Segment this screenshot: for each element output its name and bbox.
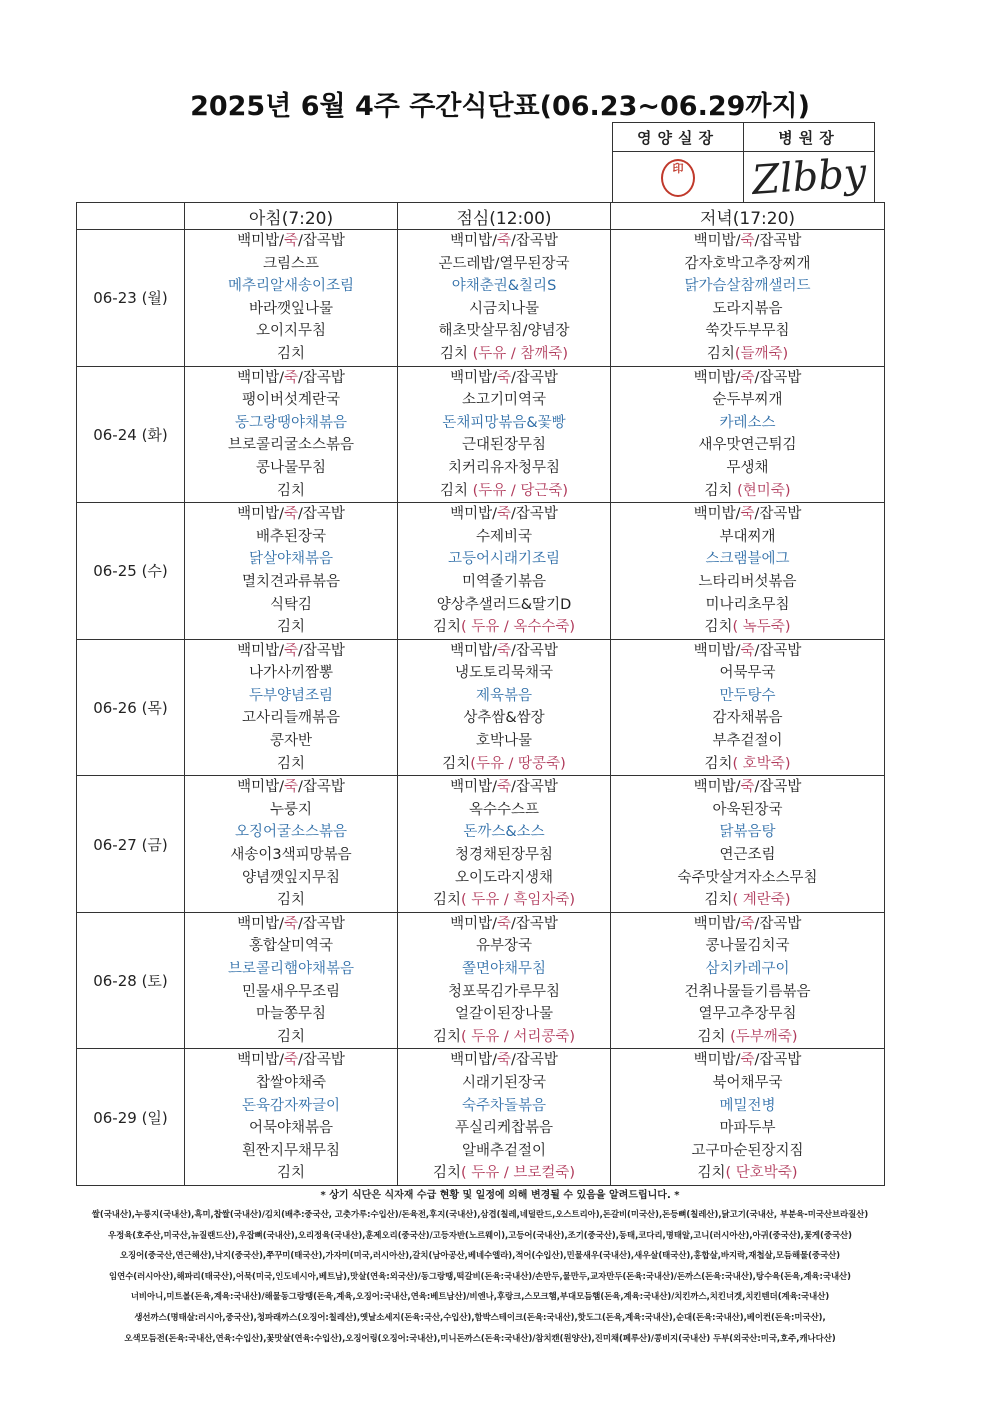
menu-item: 누룽지 xyxy=(269,801,313,818)
menu-item: 바라깻잎나물 xyxy=(248,300,334,317)
menu-item: 팽이버섯계란국 xyxy=(241,392,341,409)
menu-item: 근대된장무침 xyxy=(461,437,547,454)
main-dish: 쫄면야채무침 xyxy=(461,961,547,977)
kimchi-line xyxy=(185,1162,397,1185)
menu-item: 느타리버섯볶음 xyxy=(698,573,797,590)
dinner-cell xyxy=(611,366,885,503)
kimchi-line xyxy=(398,480,610,503)
main-dish: 닭살야채볶음 xyxy=(248,551,334,568)
menu-item: 열무고추장무침 xyxy=(698,1006,797,1023)
rice-option: /잡곡밥 xyxy=(511,233,558,249)
menu-item: 부대찌개 xyxy=(719,528,776,545)
menu-item: 청경채된장무침 xyxy=(454,847,554,864)
lunch-cell xyxy=(398,776,611,913)
snack-porridge: (두유 / 참깨죽) xyxy=(472,345,569,362)
menu-item: 도라지볶음 xyxy=(712,300,783,317)
main-dish: 돈채피망볶음&꽃빵 xyxy=(442,414,566,431)
menu-item: 수제비국 xyxy=(475,528,533,545)
menu-item: 유부장국 xyxy=(475,938,533,955)
porridge-option: 죽 xyxy=(283,1052,298,1069)
kimchi-line xyxy=(611,753,884,776)
menu-item: 고구마순된장지짐 xyxy=(691,1142,804,1159)
menu-item: 아욱된장국 xyxy=(712,801,783,818)
approval-box xyxy=(612,122,875,203)
menu-item: 브로콜리굴소스볶음 xyxy=(227,437,355,454)
rice-option: /잡곡밥 xyxy=(511,506,558,523)
origin-info xyxy=(80,1204,880,1348)
table-header-row xyxy=(77,203,885,230)
dinner-cell xyxy=(611,639,885,776)
lunch-cell xyxy=(398,912,611,1049)
kimchi-item: 김치 xyxy=(432,1165,461,1182)
porridge-option: 죽 xyxy=(740,779,755,796)
rice-option: 백미밥/ xyxy=(450,1052,497,1069)
snack-porridge: ( 두유 / 흑임자죽) xyxy=(460,892,576,909)
rice-line xyxy=(611,913,884,936)
kimchi-line xyxy=(185,616,397,639)
header-breakfast: 아침(7:20) xyxy=(185,203,398,230)
main-dish: 카레소스 xyxy=(719,414,776,431)
day-date: 06-26 (목) xyxy=(77,639,185,776)
rice-line xyxy=(611,367,884,390)
menu-item: 미역줄기볶음 xyxy=(461,573,547,590)
lunch-cell xyxy=(398,503,611,640)
kimchi-line xyxy=(611,616,884,639)
kimchi-line xyxy=(185,480,397,503)
lunch-cell xyxy=(398,366,611,503)
rice-option: 백미밥/ xyxy=(450,642,497,659)
origin-line: 오징어(중국산,연근해산),낙지(중국산),쭈꾸미(태국산),가자미(미국,러시아산),갈치(남아공산,베네수엘라),적어(수입산),민물새우(국내산),새우살(태국산),홍합살,바지락,재첩살,모듬해물(중국산) xyxy=(119,1250,841,1261)
menu-item: 마늘쫑무침 xyxy=(255,1006,327,1023)
header-dinner: 저녁(17:20) xyxy=(611,203,885,230)
rice-option: 백미밥/ xyxy=(237,369,284,386)
rice-option: /잡곡밥 xyxy=(754,369,802,386)
rice-option: /잡곡밥 xyxy=(298,779,345,796)
rice-option: 백미밥/ xyxy=(693,233,741,249)
day-date: 06-28 (토) xyxy=(77,912,185,1049)
breakfast-cell xyxy=(185,776,398,913)
seal-stamp-icon: 印 xyxy=(661,159,695,197)
kimchi-line xyxy=(398,616,610,639)
porridge-option: 죽 xyxy=(740,642,755,659)
kimchi-line xyxy=(398,1026,610,1049)
menu-item: 양념깻잎지무침 xyxy=(241,869,341,886)
menu-item: 연근조림 xyxy=(719,847,776,864)
rice-line xyxy=(611,503,884,526)
kimchi-item: 김치 xyxy=(276,1028,305,1045)
kimchi-item: 김치 xyxy=(276,345,305,362)
rice-option: /잡곡밥 xyxy=(754,779,802,796)
menu-item: 새송이3색피망볶음 xyxy=(230,847,352,864)
menu-item: 시금치나물 xyxy=(468,300,540,317)
menu-item: 곤드레밥/열무된장국 xyxy=(438,255,570,272)
rice-option: 백미밥/ xyxy=(693,1052,741,1069)
rice-option: 백미밥/ xyxy=(237,915,284,932)
header-date xyxy=(77,203,185,230)
rice-line xyxy=(398,367,610,390)
menu-item: 쑥갓두부무침 xyxy=(705,323,790,340)
main-dish: 메밀전병 xyxy=(719,1097,776,1114)
rice-option: /잡곡밥 xyxy=(298,506,345,523)
main-dish: 오징어굴소스볶음 xyxy=(234,824,348,841)
menu-item: 순두부찌개 xyxy=(712,392,783,409)
rice-line xyxy=(185,367,397,390)
menu-item: 어묵무국 xyxy=(719,665,776,682)
kimchi-item: 김치 xyxy=(697,1028,731,1045)
menu-item: 새우맛연근튀김 xyxy=(698,437,797,454)
rice-option: /잡곡밥 xyxy=(298,915,345,932)
snack-porridge: ( 녹두죽) xyxy=(732,619,791,636)
rice-line xyxy=(398,503,610,526)
breakfast-cell xyxy=(185,366,398,503)
dinner-cell xyxy=(611,1049,885,1186)
kimchi-item: 김치 xyxy=(439,482,473,499)
lunch-cell xyxy=(398,639,611,776)
kimchi-line xyxy=(185,343,397,366)
table-row xyxy=(77,1049,885,1186)
menu-item: 무생채 xyxy=(726,459,769,476)
page-title: 2025년 6월 4주 주간식단표(06.23~06.29까지) xyxy=(190,91,810,122)
rice-option: /잡곡밥 xyxy=(298,642,345,659)
menu-item: 감자호박고추장찌개 xyxy=(684,255,811,272)
dinner-cell xyxy=(611,912,885,1049)
main-dish: 삼치카레구이 xyxy=(705,961,790,977)
kimchi-item: 김치 xyxy=(432,619,461,636)
kimchi-line xyxy=(398,343,610,366)
rice-option: 백미밥/ xyxy=(693,506,741,523)
kimchi-item: 김치 xyxy=(276,892,305,909)
porridge-option: 죽 xyxy=(740,1052,755,1069)
main-dish: 동그랑땡야채볶음 xyxy=(234,414,348,431)
rice-option: /잡곡밥 xyxy=(511,642,558,659)
rice-option: 백미밥/ xyxy=(450,915,497,932)
menu-item: 호박나물 xyxy=(475,733,533,750)
rice-option: 백미밥/ xyxy=(237,779,284,796)
menu-item: 콩자반 xyxy=(269,733,313,750)
rice-option: 백미밥/ xyxy=(693,642,741,659)
origin-line: 너비아니,미트볼(돈육,계육:국내산)/해물동그랑땡(돈육,계육,오징어:국내산,연육:베트남산)/비엔나,후랑크,스모크햄,부대모듬햄(돈육,계육:국내산)/치킨까스,치킨너겟,치킨텐더(계육:국내산) xyxy=(130,1291,830,1302)
hospital-director-signature xyxy=(744,152,875,203)
snack-porridge: ( 계란죽) xyxy=(732,892,791,909)
rice-option: /잡곡밥 xyxy=(298,233,345,249)
lunch-cell xyxy=(398,230,611,367)
hospital-director-label: 병원장 xyxy=(744,123,875,152)
nutrition-manager-label: 영양실장 xyxy=(613,123,744,152)
main-dish: 닭볶음탕 xyxy=(719,824,776,841)
breakfast-cell xyxy=(185,639,398,776)
menu-item: 치커리유자청무침 xyxy=(447,459,561,476)
breakfast-cell xyxy=(185,230,398,367)
porridge-option: 죽 xyxy=(496,369,511,386)
menu-item: 건취나물들기름볶음 xyxy=(684,983,811,1000)
porridge-option: 죽 xyxy=(740,369,755,386)
menu-item: 냉도토리묵채국 xyxy=(454,665,554,682)
table-row xyxy=(77,503,885,640)
rice-line xyxy=(398,913,610,936)
porridge-option: 죽 xyxy=(740,506,755,523)
rice-line xyxy=(611,230,884,253)
notice-text: * 상기 식단은 식자재 수급 현황 및 일정에 의해 변경될 수 있음을 알려드립니다. * xyxy=(320,1190,680,1201)
snack-porridge: (두부깨죽) xyxy=(730,1028,798,1045)
kimchi-item: 김치 xyxy=(276,755,305,772)
kimchi-line xyxy=(611,1026,884,1049)
main-dish: 제육볶음 xyxy=(475,687,533,704)
table-row xyxy=(77,366,885,503)
kimchi-item: 김치 xyxy=(704,755,733,772)
kimchi-line xyxy=(611,343,884,366)
dinner-cell xyxy=(611,776,885,913)
rice-line xyxy=(185,503,397,526)
nutrition-manager-seal xyxy=(613,152,744,203)
porridge-option: 죽 xyxy=(283,915,298,932)
rice-option: /잡곡밥 xyxy=(754,1052,802,1069)
menu-item: 청포묵김가루무침 xyxy=(447,983,561,1000)
kimchi-line xyxy=(611,480,884,503)
menu-item: 북어채무국 xyxy=(712,1074,783,1091)
snack-porridge: (들깨죽) xyxy=(734,345,789,362)
day-date: 06-29 (일) xyxy=(77,1049,185,1186)
kimchi-line xyxy=(398,1162,610,1185)
porridge-option: 죽 xyxy=(283,506,298,523)
rice-line xyxy=(185,913,397,936)
table-row xyxy=(77,776,885,913)
breakfast-cell xyxy=(185,1049,398,1186)
rice-line xyxy=(185,640,397,663)
header-lunch: 점심(12:00) xyxy=(398,203,611,230)
menu-item: 숙주맛살겨자소스무침 xyxy=(677,869,818,886)
rice-option: 백미밥/ xyxy=(693,915,741,932)
menu-item: 식탁김 xyxy=(269,596,313,613)
origin-line: 쌀(국내산),누룽지(국내산),흑미,찹쌀(국내산)/김치(배추:중국산, 고춧가루:수입산)/돈육전,후지(국내산),삼겹(칠레,네덜란드,오스트리아),돈갈비(미국산),돈등뼈(칠레산),닭고기(국내산, 부분육-미국산브라질산) xyxy=(91,1209,869,1219)
rice-option: 백미밥/ xyxy=(450,506,497,523)
kimchi-line xyxy=(398,889,610,912)
rice-option: /잡곡밥 xyxy=(754,915,802,932)
rice-option: 백미밥/ xyxy=(450,233,497,249)
menu-item: 소고기미역국 xyxy=(461,392,547,409)
rice-line xyxy=(398,230,610,253)
kimchi-item: 김치 xyxy=(276,619,305,636)
day-date: 06-25 (수) xyxy=(77,503,185,640)
rice-option: 백미밥/ xyxy=(450,369,497,386)
kimchi-line xyxy=(185,1026,397,1049)
menu-item: 상추쌈&쌈장 xyxy=(463,710,545,727)
lunch-cell xyxy=(398,1049,611,1186)
rice-option: 백미밥/ xyxy=(450,779,497,796)
kimchi-item: 김치 xyxy=(432,892,461,909)
kimchi-item: 김치 xyxy=(432,1028,461,1045)
kimchi-item: 김치 xyxy=(706,345,735,362)
menu-item: 얼갈이된장나물 xyxy=(454,1006,554,1023)
menu-item: 콩나물무침 xyxy=(255,459,327,476)
table-row xyxy=(77,230,885,367)
main-dish: 메추리알새송이조림 xyxy=(227,278,355,295)
snack-porridge: (두유 / 땅콩죽) xyxy=(470,755,566,772)
porridge-option: 죽 xyxy=(283,642,298,659)
porridge-option: 죽 xyxy=(496,642,511,659)
menu-item: 미나리초무침 xyxy=(705,596,790,613)
day-date: 06-27 (금) xyxy=(77,776,185,913)
snack-porridge: ( 호박죽) xyxy=(732,755,791,772)
menu-item: 오이도라지생채 xyxy=(454,869,554,886)
main-dish: 브로콜리햄야채볶음 xyxy=(227,961,355,977)
origin-line: 오색모듬전(돈육:국내산,연육:수입산),꽃맛살(연육:수입산),오징어링(오징어:국내산),미니돈까스(돈육:국내산)/참치캔(원양산),진미채(페루산)/콩비지(국내산) 두부(외국산:미국,호주,캐나다산) xyxy=(124,1332,836,1343)
kimchi-item: 김치 xyxy=(704,619,733,636)
kimchi-line xyxy=(185,889,397,912)
rice-line xyxy=(398,776,610,799)
snack-porridge: (두유 / 당근죽) xyxy=(472,482,569,499)
menu-item: 감자채볶음 xyxy=(712,710,783,727)
menu-item: 흰짠지무채무침 xyxy=(241,1142,341,1159)
porridge-option: 죽 xyxy=(496,915,511,932)
dinner-cell xyxy=(611,230,885,367)
rice-line xyxy=(185,776,397,799)
rice-option: /잡곡밥 xyxy=(754,233,802,249)
porridge-option: 죽 xyxy=(283,779,298,796)
main-dish: 두부양념조림 xyxy=(248,687,334,704)
main-dish: 닭가슴살참깨샐러드 xyxy=(684,278,811,295)
menu-item: 배추된장국 xyxy=(255,528,327,545)
origin-line: 생선까스(명태살:러시아,중국산),청파래까스(오징어:칠레산),옛날소세지(돈육:국산,수입산),함박스테이크(돈육:국내산),핫도그(돈육,계육:국내산),순대(돈육:국내산),베이컨(돈육:미국산), xyxy=(134,1311,826,1322)
rice-option: 백미밥/ xyxy=(693,779,741,796)
porridge-option: 죽 xyxy=(496,1052,511,1069)
rice-option: 백미밥/ xyxy=(237,642,284,659)
snack-porridge: ( 두유 / 옥수수죽) xyxy=(460,619,576,636)
breakfast-cell xyxy=(185,912,398,1049)
rice-line xyxy=(611,776,884,799)
menu-item: 나가사끼짬뽕 xyxy=(248,665,334,682)
main-dish: 돈까스&소스 xyxy=(463,824,545,841)
weekly-menu-table xyxy=(76,202,885,1186)
kimchi-item: 김치 xyxy=(697,1165,726,1182)
rice-option: /잡곡밥 xyxy=(298,369,345,386)
porridge-option: 죽 xyxy=(740,233,755,249)
rice-option: /잡곡밥 xyxy=(511,779,558,796)
menu-item: 부추겉절이 xyxy=(712,733,783,750)
kimchi-line xyxy=(611,1162,884,1185)
rice-option: /잡곡밥 xyxy=(298,1052,345,1069)
rice-option: /잡곡밥 xyxy=(511,369,558,386)
kimchi-item: 김치 xyxy=(442,755,471,772)
rice-line xyxy=(611,640,884,663)
porridge-option: 죽 xyxy=(283,233,298,249)
snack-porridge: ( 두유 / 브로컬죽) xyxy=(460,1165,576,1182)
day-date: 06-24 (화) xyxy=(77,366,185,503)
rice-option: 백미밥/ xyxy=(693,369,741,386)
rice-option: 백미밥/ xyxy=(237,506,284,523)
porridge-option: 죽 xyxy=(740,915,755,932)
snack-porridge: ( 단호박죽) xyxy=(725,1165,798,1182)
kimchi-line xyxy=(185,753,397,776)
rice-option: /잡곡밥 xyxy=(754,506,802,523)
porridge-option: 죽 xyxy=(496,506,511,523)
menu-item: 해초맛살무침/양념장 xyxy=(438,323,570,340)
table-row xyxy=(77,912,885,1049)
menu-item: 고사리들깨볶음 xyxy=(241,710,341,727)
kimchi-item: 김치 xyxy=(276,482,305,499)
kimchi-item: 김치 xyxy=(704,892,733,909)
menu-item: 알배추겉절이 xyxy=(461,1142,547,1159)
snack-porridge: (현미죽) xyxy=(737,482,791,499)
kimchi-line xyxy=(611,889,884,912)
kimchi-item: 김치 xyxy=(439,345,473,362)
rice-option: /잡곡밥 xyxy=(511,1052,558,1069)
main-dish: 만두탕수 xyxy=(719,687,776,704)
rice-option: 백미밥/ xyxy=(237,1052,284,1069)
day-date: 06-23 (월) xyxy=(77,230,185,367)
main-dish: 숙주차돌볶음 xyxy=(461,1097,547,1114)
porridge-option: 죽 xyxy=(496,233,511,249)
rice-option: 백미밥/ xyxy=(237,233,284,249)
menu-item: 홍합살미역국 xyxy=(248,938,334,955)
menu-item: 오이지무침 xyxy=(255,323,327,340)
origin-line: 임연수(러시아산),해파리(태국산),어묵(미국,인도네시아,베트남),맛살(연육:외국산)/동그랑땡,떡갈비(돈육:국내산)/손만두,물만두,교자만두(돈육:국내산)/돈까스(돈육:국내산),탕수육(돈육,계육:국내산) xyxy=(109,1270,851,1281)
main-dish: 돈육감자짜글이 xyxy=(241,1097,341,1114)
rice-line xyxy=(398,1049,610,1072)
signature-icon: Zlbby xyxy=(750,150,868,204)
table-row xyxy=(77,639,885,776)
snack-porridge: ( 두유 / 서리콩죽) xyxy=(460,1028,576,1045)
menu-item: 찹쌀야채죽 xyxy=(255,1074,327,1091)
porridge-option: 죽 xyxy=(283,369,298,386)
rice-option: /잡곡밥 xyxy=(754,642,802,659)
menu-item: 콩나물김치국 xyxy=(705,938,790,955)
menu-item: 어묵야채볶음 xyxy=(248,1120,334,1137)
main-dish: 스크램블에그 xyxy=(705,551,790,568)
main-dish: 야채춘권&칠리S xyxy=(451,278,557,295)
rice-line xyxy=(185,230,397,253)
menu-item: 양상추샐러드&딸기D xyxy=(436,596,572,613)
rice-line xyxy=(611,1049,884,1072)
rice-line xyxy=(398,640,610,663)
origin-line: 우정육(호주산,미국산,뉴질랜드산),우잡뼈(국내산),오리정육(국내산),훈제오리(중국산)/고등자반(노르웨이),고등어(국내산),조기(중국산),동태,코다리,명태알,고니(러시아산),아귀(중국산),꽃게(중국산) xyxy=(108,1229,852,1240)
menu-item: 크림스프 xyxy=(262,255,320,272)
menu-item: 멸치견과류볶음 xyxy=(241,573,341,590)
kimchi-item: 김치 xyxy=(276,1165,305,1182)
porridge-option: 죽 xyxy=(496,779,511,796)
menu-item: 시래기된장국 xyxy=(461,1074,547,1091)
main-dish: 고등어시래기조림 xyxy=(447,551,561,568)
menu-item: 옥수수스프 xyxy=(468,801,540,818)
menu-item: 민물새우무조림 xyxy=(241,983,341,1000)
rice-option: /잡곡밥 xyxy=(511,915,558,932)
dinner-cell xyxy=(611,503,885,640)
menu-item: 마파두부 xyxy=(719,1120,776,1137)
menu-item: 푸실리케찹볶음 xyxy=(454,1120,554,1137)
rice-line xyxy=(185,1049,397,1072)
kimchi-item: 김치 xyxy=(704,482,738,499)
kimchi-line xyxy=(398,753,610,776)
breakfast-cell xyxy=(185,503,398,640)
